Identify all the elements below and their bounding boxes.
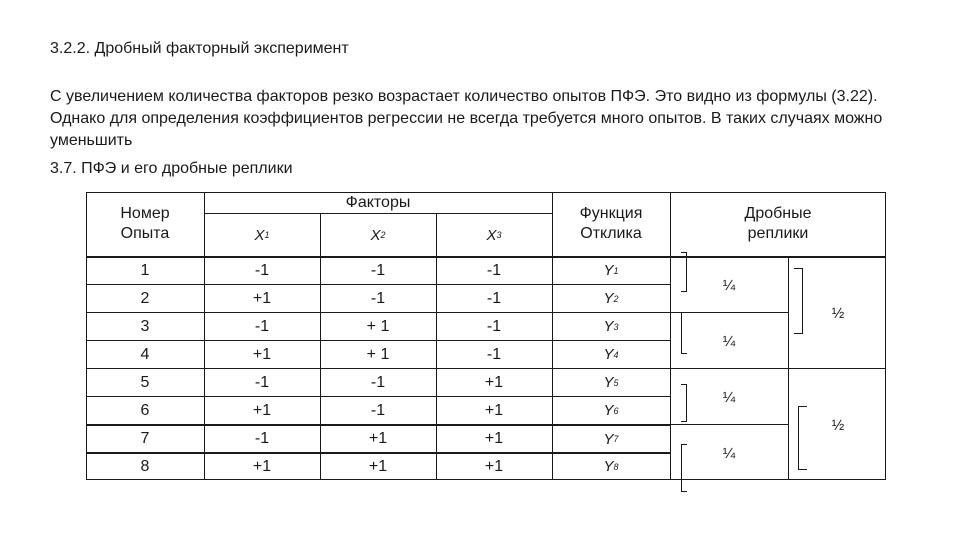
y-sub: 3 xyxy=(613,321,619,332)
cell-x1: +1 xyxy=(252,457,272,475)
y-sub: 1 xyxy=(613,265,619,276)
y-name: Y xyxy=(603,346,614,363)
cell-x2: -1 xyxy=(370,373,386,391)
cell-x1: +1 xyxy=(252,401,272,419)
quarter-sep xyxy=(670,368,886,369)
header-response-function xyxy=(552,192,670,256)
cell-x2: +1 xyxy=(368,430,388,447)
x2-name: X xyxy=(370,226,381,244)
header-replicas-line2: реплики xyxy=(747,225,809,242)
cell-x1: +1 xyxy=(252,289,272,307)
cell-n: 5 xyxy=(140,373,150,391)
y-name: Y xyxy=(603,374,614,391)
half-replica-label: ½ xyxy=(831,304,845,322)
x1-name: X xyxy=(254,226,265,244)
quarter-brace xyxy=(681,252,687,292)
cell-y xyxy=(552,397,670,424)
header-replicas-line1: Дробные xyxy=(744,205,812,222)
quarter-replica-label: ¼ xyxy=(722,276,736,294)
y-sub: 7 xyxy=(613,434,619,444)
x2-sub: 2 xyxy=(380,230,386,240)
x1-sub: 1 xyxy=(264,230,270,240)
cell-y xyxy=(552,257,670,284)
cell-x2: +1 xyxy=(368,457,388,475)
cell-n: 6 xyxy=(140,401,150,419)
cell-n: 7 xyxy=(140,430,150,447)
y-name: Y xyxy=(603,290,614,307)
cell-x3: +1 xyxy=(484,430,504,447)
cell-n: 2 xyxy=(140,289,150,307)
x3-sub: 3 xyxy=(496,230,502,240)
quarter-sep xyxy=(670,312,788,313)
cell-n: 1 xyxy=(140,261,150,279)
cell-y xyxy=(552,313,670,340)
quarter-brace xyxy=(681,444,687,492)
half-replica-label: ½ xyxy=(831,416,845,434)
header-fractional-replicas xyxy=(670,192,886,256)
table-border-bottom xyxy=(86,479,886,480)
cell-n: 3 xyxy=(140,317,150,335)
cell-n: 8 xyxy=(140,457,150,475)
quarter-brace xyxy=(681,312,687,354)
cell-x1: -1 xyxy=(254,317,270,335)
y-name: Y xyxy=(603,318,614,335)
cell-y xyxy=(552,341,670,368)
half-brace xyxy=(798,406,807,470)
cell-x1: -1 xyxy=(254,430,270,447)
cell-x3: -1 xyxy=(486,261,502,279)
y-sub: 5 xyxy=(613,377,619,388)
cell-x1: +1 xyxy=(252,345,272,363)
y-sub: 6 xyxy=(613,405,619,416)
header-x2 xyxy=(320,214,436,256)
y-name: Y xyxy=(603,262,614,279)
header-factors: Факторы xyxy=(345,193,411,211)
cell-x1: -1 xyxy=(254,261,270,279)
cell-y xyxy=(552,454,670,479)
cell-y xyxy=(552,369,670,396)
quarter-replica-label: ¼ xyxy=(722,388,736,406)
y-sub: 4 xyxy=(613,349,619,360)
header-response-line2: Отклика xyxy=(580,225,642,242)
cell-x2: + 1 xyxy=(366,345,390,363)
cell-n: 4 xyxy=(140,345,150,363)
header-x1 xyxy=(204,214,320,256)
cell-y xyxy=(552,426,670,452)
y-name: Y xyxy=(603,430,614,448)
y-sub: 2 xyxy=(613,293,619,304)
cell-x3: -1 xyxy=(486,317,502,335)
header-experiment-line2: Опыта xyxy=(120,225,170,242)
cell-x3: -1 xyxy=(486,289,502,307)
cell-x3: -1 xyxy=(486,345,502,363)
header-experiment-number xyxy=(86,192,204,256)
quarter-replica-label: ¼ xyxy=(722,332,736,350)
cell-x3: +1 xyxy=(484,401,504,419)
cell-x2: -1 xyxy=(370,401,386,419)
y-name: Y xyxy=(603,458,614,475)
quarter-replica-label: ¼ xyxy=(722,444,736,462)
intro-paragraph: С увеличением количества факторов резко возрастает количество опытов ПФЭ. Это видно из формулы (3.22). Однако для определения коэффициентов регрессии не всегда требуется много опытов. В таких случаях можно уменьшить xyxy=(50,88,883,149)
header-response-line1: Функция xyxy=(579,205,643,222)
x3-name: X xyxy=(486,226,497,244)
pfe-table xyxy=(86,192,886,480)
quarter-brace xyxy=(681,384,687,422)
header-x3 xyxy=(436,214,552,256)
y-sub: 8 xyxy=(613,461,619,472)
cell-x3: +1 xyxy=(484,373,504,391)
y-name: Y xyxy=(603,402,614,419)
half-brace xyxy=(794,268,803,334)
cell-x2: -1 xyxy=(370,261,386,279)
cell-x1: -1 xyxy=(254,373,270,391)
cell-x2: + 1 xyxy=(366,317,390,335)
section-heading: 3.2.2. Дробный факторный эксперимент xyxy=(50,40,349,57)
table-caption: 3.7. ПФЭ и его дробные реплики xyxy=(50,160,293,177)
header-experiment-line1: Номер xyxy=(120,205,170,222)
quarter-sep xyxy=(670,424,788,425)
cell-x2: -1 xyxy=(370,289,386,307)
cell-y xyxy=(552,285,670,312)
cell-x3: +1 xyxy=(484,457,504,475)
